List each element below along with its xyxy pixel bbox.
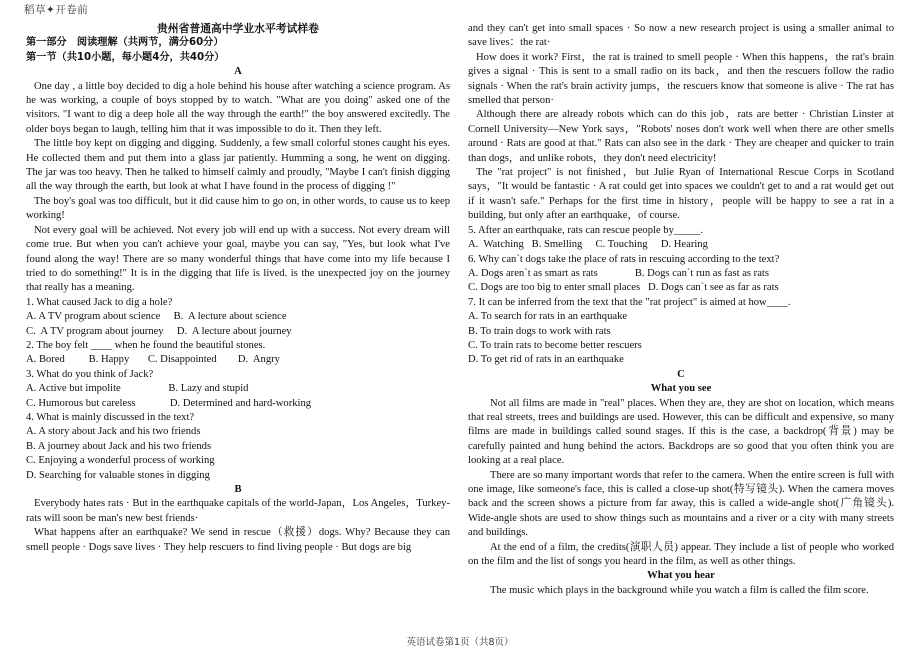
question-4-options: A. A story about Jack and his two friends [26,426,201,438]
passage-b-paragraph: What happens after an earthquake? We send in rescue（救援）dogs. Why? Because they can smell people · Dogs save lives · They help rescuers to find living people · But dogs are big [26,527,450,553]
question-5-options: A. Watching B. Smelling C. Touching D. Hearing [468,239,708,251]
left-column [26,22,450,555]
question-6-options: C. Dogs are too big to enter small places D. Dogs can`t see as far as rats [468,282,779,294]
question-3-options: A. Active but impolite B. Lazy and stupid [26,383,249,395]
passage-b-label: B [234,484,242,495]
question-1: 1. What caused Jack to dig a hole? [26,296,173,308]
passage-a-paragraph: The little boy kept on digging and digging. Suddenly, a few small colorful stones caught his eyes. He collected them and put them into a glass jar patiently. Humming a song, he went on digging. The jar was too heavy. Then he talked to himself calmly and proudly, "Maybe I can't finish digging all the way through the earth, but look at what I have found in the process of digging !" [26,138,450,193]
watermark-logo: 稻草✦开卷前 [24,4,89,16]
passage-b-paragraph: How does it work? First，the rat is trained to smell people · When this happens，the rat's brain gives a signal · This is sent to a small radio on its back，and then the rescuers follow the radio signals · When the rat's brain activity jumps，the rescuers know that someone is alive · The rat has smelled that person· [468,51,894,107]
question-6-options: A. Dogs aren`t as smart as rats B. Dogs can`t run as fast as rats [468,267,769,279]
question-4-options: D. Searching for valuable stones in digging [26,469,210,481]
passage-c-heading: What you hear [647,570,715,582]
question-7-options: C. To train rats to become better rescuers [468,339,642,351]
question-4-options: B. A journey about Jack and his two friends [26,440,212,452]
right-column [468,22,894,598]
passage-a-label: A [234,66,242,78]
question-5: 5. After an earthquake, rats can rescue people by_____. [468,224,704,236]
passage-c-label: C [677,368,685,380]
passage-b-paragraph: Although there are already robots which can do this job，rats are better · Christian Linster at Cornell University—New York says，"Robots' noses don't work well when there are other smells around · Rats are good at that." Rats can also see in the dark · They are cheaper and quicker to train than dogs，and unlike robots，they don't need electricity! [468,109,894,164]
question-4-options: C. Enjoying a wonderful process of working [26,455,215,467]
passage-b-paragraph: Everybody hates rats · But in the earthquake capitals of the world-Japan，Los Angeles，Turkey-rats will soon be man's new best friends· [26,498,450,524]
question-7: 7. It can be inferred from the text that the "rat project" is aimed at how____. [468,296,791,308]
question-7-options: A. To search for rats in an earthquake [468,311,628,323]
passage-b-paragraph: The "rat project" is not finished，but Julie Ryan of International Rescue Corps in Scotland says，"It would be fantastic · A rat could get into spaces we couldn't get to and a rat would get out if it wasn't safe." Perhaps for the first time in history，people will be happy to see a rat in a building, but only after an earthquake，of course. [468,167,894,222]
question-2: 2. The boy felt ____ when he found the beautiful stones. [26,339,266,351]
question-3-options: C. Humorous but careless D. Determined and hard-working [26,397,312,409]
passage-c-paragraph: There are so many important words that refer to the camera. When the entire screen is full with one image, like someone's face, this is called a close-up shot(特写镜头). When the camera moves back and the screen shows a picture from far away, this is called a wide-angle shot(广角镜头). Wide-angle shots are used to show things such as mountains and a river or a city with many streets and buildings. [468,469,894,539]
exam-title: 贵州省普通高中学业水平考试样卷 [157,22,319,35]
passage-c-paragraph: At the end of a film, the credits(演职人员) appear. They include a list of people who worked on the film and the list of songs you heard in the film, as well as other things. [468,541,894,568]
question-3: 3. What do you think of Jack? [26,368,154,380]
passage-b-continued: and they can't get into small spaces · So now a new research project is using a smaller animal to save lives：the rat· [468,23,894,49]
passage-a-paragraph: Not every goal will be achieved. Not every job will end up with a success. Not every dream will come true. But when you can't achieve your goal, maybe you can say, "Yes, but look what I've found along the way! There are so many wonderful things that have come into my life because I tried to do something!" It is in the digging that life is lived. is the unexpected joy on the journey that really has a meaning. [26,224,450,294]
question-7-options: D. To get rid of rats in an earthquake [468,354,624,366]
part-heading: 第一部分 阅读理解（共两节，满分60分） [26,37,224,49]
question-4: 4. What is mainly discussed in the text? [26,411,195,423]
question-1-options: C. A TV program about journey D. A lecture about journey [26,325,292,337]
question-7-options: B. To train dogs to work with rats [468,325,611,337]
passage-a-paragraph: One day , a little boy decided to dig a hole behind his house after watching a science program. As he was working, a couple of boys stopped by to watch. "What are you doing" asked one of the visitors. "I want to dig a deep hole all the way through the earth!" the boy answered excitedly. The older boys began to laugh, telling him that it was impossible to do it. Then they left. [26,80,450,135]
passage-c-heading: What you see [650,383,712,395]
page-footer: 英语试卷第1页（共8页） [406,637,514,648]
section-heading: 第一节（共10小题，每小题4分，共40分） [26,51,225,63]
passage-c-paragraph: Not all films are made in "real" places. When they are, they are shot on location, which means that real streets, trees and buildings are used. However, this can be difficult and expensive, so many films are made in buildings called sound stages. If this is the case, a backdrop(背景) may be carefully painted and hung behind the actors. Backdrops are so good that you often think you are looking at a real place. [468,397,894,467]
passage-c-paragraph: The music which plays in the background while you watch a film is called the film score. [490,584,869,596]
question-1-options: A. A TV program about science B. A lecture about science [26,311,287,323]
passage-a-paragraph: The boy's goal was too difficult, but it did cause him to go on, in other words, to cause us to keep working! [26,195,450,222]
question-6: 6. Why can`t dogs take the place of rats in rescuing according to the text? [468,253,780,265]
question-2-options: A. Bored B. Happy C. Disappointed D. Angry [26,354,280,366]
